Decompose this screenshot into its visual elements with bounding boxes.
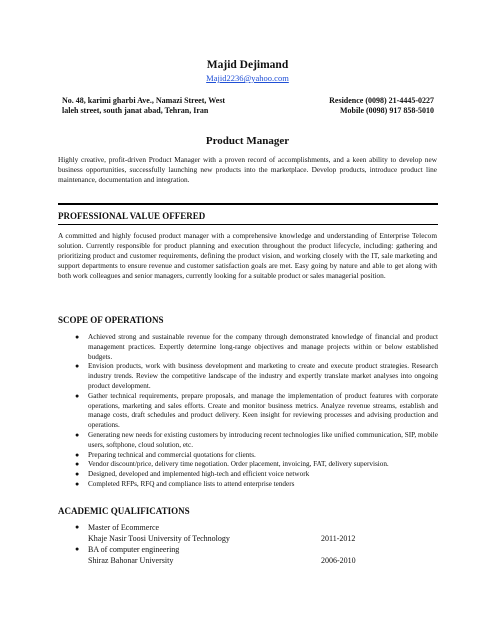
address-line-1: No. 48, karimi gharbi Ave., Namazi Street, West [62,96,226,105]
degree-name: BA of computer engineering [88,545,180,554]
list-item: ● Achieved strong and sustainable revenue for the company through demonstrated knowledge of financial and product management practices. Expertly determine long-range objectives and manage projects within or below established budgets. [75,333,438,361]
degree-name: Master of Ecommerce [88,523,160,532]
professional-value-paragraph: A committed and highly focused product manager with a comprehensive knowledge and understanding of Enterprise Telecom solution. Currently responsible for product planning and execution throughout the product lifecycle, including: gathering and prioritizing product and customer requirements, defining the product vision, and working closely with the IT, sale marketing and support departments to ensure revenue and customer satisfaction goals are met. Easy going by nature and able to get along with both work colleagues and senior managers, currently looking for a suitable product or sales managerial position. [58,231,437,280]
list-item: ● Generating new needs for existing customers by introducing recent technologies like unified communication, SIP, mobile users, softphone, cloud solution, etc. [75,430,438,449]
residence-phone: Residence (0098) 21-4445-0227 [329,96,434,105]
address-line-2: laleh street, south janat abad, Tehran, Iran [62,106,209,115]
bullet-icon: ● [75,391,80,400]
address-block [62,96,225,116]
section-heading-operations: SCOPE OF OPERATIONS [58,315,164,325]
list-item [58,522,438,544]
operations-list [58,333,438,490]
academic-list [58,522,438,566]
section-heading-professional-value: PROFESSIONAL VALUE OFFERED [58,211,206,221]
list-item: ● Preparing technical and commercial quotations for clients. [75,450,256,459]
list-item: ● Envision products, work with business development and marketing to create and execute product strategies. Research industry trends. Review the competitive landscape of the industry and expertly translate market analyses into ongoing product development. [75,362,438,390]
degree-years: 2011-2012 [321,534,356,543]
email-link[interactable]: Majid2236@yahoo.com [206,73,289,83]
job-title: Product Manager [205,135,290,147]
section-underline [58,224,438,225]
degree-years: 2006-2010 [321,556,356,565]
bullet-icon: ● [75,362,80,371]
list-item: ● Designed, developed and implemented high-tech and efficient voice network [75,470,310,479]
list-item: ● Gather technical requirements, prepare proposals, and manage the implementation of product features with corporate operations, marketing and sales efforts. Create and monitor business metrics. Analyze revenue streams, establish and manage costs, draft schedules and product delivery. Keen insight for reviewing processes and advising production and operations. [75,391,438,430]
bullet-icon: ● [75,460,80,469]
list-item [58,544,438,566]
institution-name: Khaje Nasir Toosi University of Technology [88,534,230,543]
bullet-icon: ● [75,479,80,488]
bullet-icon: ● [75,470,80,479]
list-item: ● Completed RFPs, RFQ and compliance lists to attend enterprise tenders [75,479,295,488]
bullet-icon: ● [75,430,80,439]
summary-paragraph: Highly creative, profit-driven Product Manager with a proven record of accomplishments, and a keen ability to develop new business opportunities, successfully launching new products into the marketplace. Develop products, introduce product line maintenance, documentation and integration. [58,155,437,184]
bullet-icon: ● [75,450,80,459]
section-divider [58,203,438,205]
phone-block [329,96,434,116]
bullet-icon: ● [75,333,80,341]
bullet-icon: ● [75,523,80,531]
list-item: ● Vendor discount/price, delivery time negotiation. Order placement, invoicing, FAT, delivery supervision. [75,460,389,469]
institution-name: Shiraz Bahonar University [88,556,174,565]
mobile-phone: Mobile (0098) 917 858-5010 [340,106,434,115]
section-heading-academic: ACADEMIC QUALIFICATIONS [58,506,190,516]
bullet-icon: ● [75,545,80,553]
candidate-name: Majid Dejimand [206,59,289,71]
